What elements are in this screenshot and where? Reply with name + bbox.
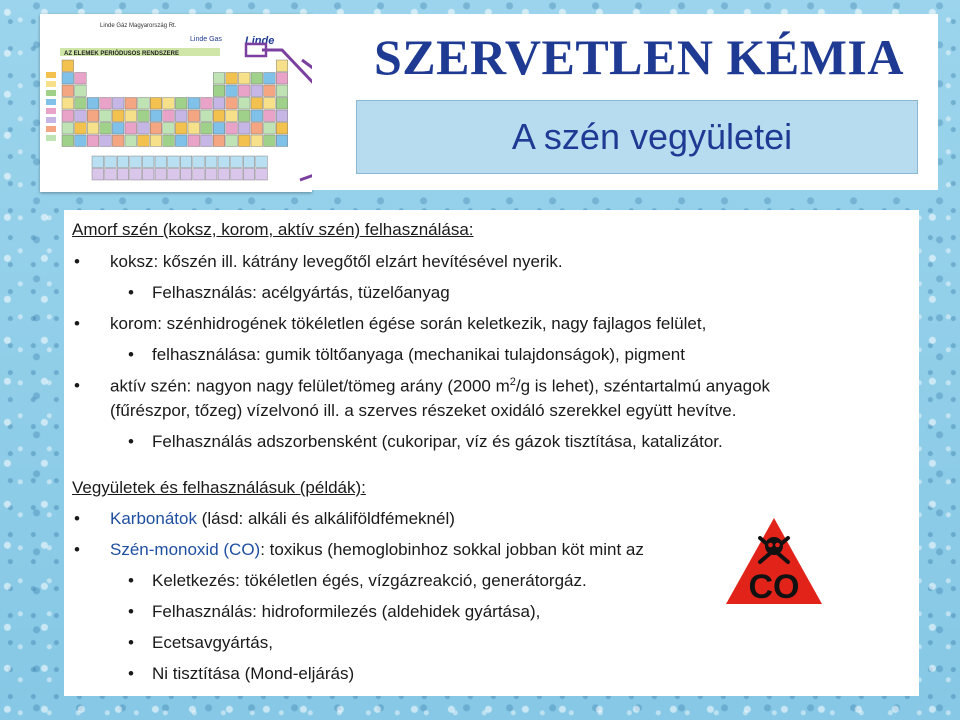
bullet-icon: • (74, 540, 80, 559)
term-carbon-monoxide: Szén-monoxid (CO) (110, 540, 261, 559)
list-item-text: /g is lehet), széntartalmú anyagok (515, 376, 771, 396)
bullet-icon: • (128, 345, 134, 364)
list-item: korom: szénhidrogének tökéletlen égése során keletkezik, nagy fajlagos felület, (110, 314, 707, 333)
bullet-icon: • (128, 571, 134, 590)
section2-heading: Vegyületek és felhasználásuk (példák): (72, 478, 366, 497)
list-item-continuation: (fűrészpor, tőzeg) vízelvonó ill. a szerves részeket oxidáló szerekkel együtt hevítve. (110, 401, 737, 420)
bullet-icon: • (74, 509, 80, 528)
page-title: SZERVETLEN KÉMIA (374, 29, 904, 85)
page-subtitle: A szén vegyületei (511, 116, 793, 157)
list-item: Ecetsavgyártás, (152, 633, 273, 652)
pt-logo: Linde (245, 35, 275, 47)
co-label: CO (748, 568, 800, 606)
content-panel (64, 210, 919, 696)
subtitle-box (356, 100, 918, 174)
pt-header-line: Linde Gáz Magyarország Rt. (100, 23, 177, 29)
list-item (110, 540, 644, 560)
list-item: Felhasználás: hidroformilezés (aldehidek gyártása), (152, 602, 541, 621)
bullet-icon: • (74, 314, 80, 333)
pt-brand: Linde Gas (190, 36, 222, 43)
bullet-icon: • (128, 283, 134, 302)
superscript: 2 (509, 376, 516, 388)
list-item: felhasználása: gumik töltőanyaga (mechanikai tulajdonságok), pigment (152, 345, 685, 364)
periodic-table-image (40, 14, 312, 192)
bullet-icon: • (128, 432, 134, 451)
co-hazard-sign (724, 516, 824, 608)
pt-table-title: AZ ELEMEK PERIÓDUSOS RENDSZERE (64, 51, 180, 57)
list-item-text: : toxikus (hemoglobinhoz sokkal jobban köt mint az (260, 540, 644, 559)
list-item-text: (lásd: alkáli és alkáliföldfémeknél) (196, 509, 455, 528)
bullet-icon: • (128, 602, 134, 621)
list-item: Felhasználás: acélgyártás, tüzelőanyag (152, 283, 450, 302)
term-carbonates: Karbonátok (110, 509, 197, 528)
list-item-text: aktív szén: nagyon nagy felület/tömeg arány (2000 m (110, 376, 510, 396)
list-item (110, 509, 455, 529)
bullet-icon: • (74, 252, 80, 271)
list-item: Keletkezés: tökéletlen égés, vízgázreakció, generátorgáz. (152, 571, 587, 590)
section1-heading: Amorf szén (koksz, korom, aktív szén) felhasználása: (72, 220, 474, 239)
list-item: koksz: kőszén ill. kátrány levegőtől elzárt hevítésével nyerik. (110, 252, 563, 271)
list-item: Ni tisztítása (Mond-eljárás) (152, 664, 355, 683)
title-panel (312, 14, 938, 190)
bullet-icon: • (128, 633, 134, 652)
list-item: Felhasználás adszorbensként (cukoripar, víz és gázok tisztítása, katalizátor. (152, 432, 723, 451)
list-item (110, 376, 770, 397)
bullet-icon: • (128, 664, 134, 683)
bullet-icon: • (74, 376, 80, 395)
